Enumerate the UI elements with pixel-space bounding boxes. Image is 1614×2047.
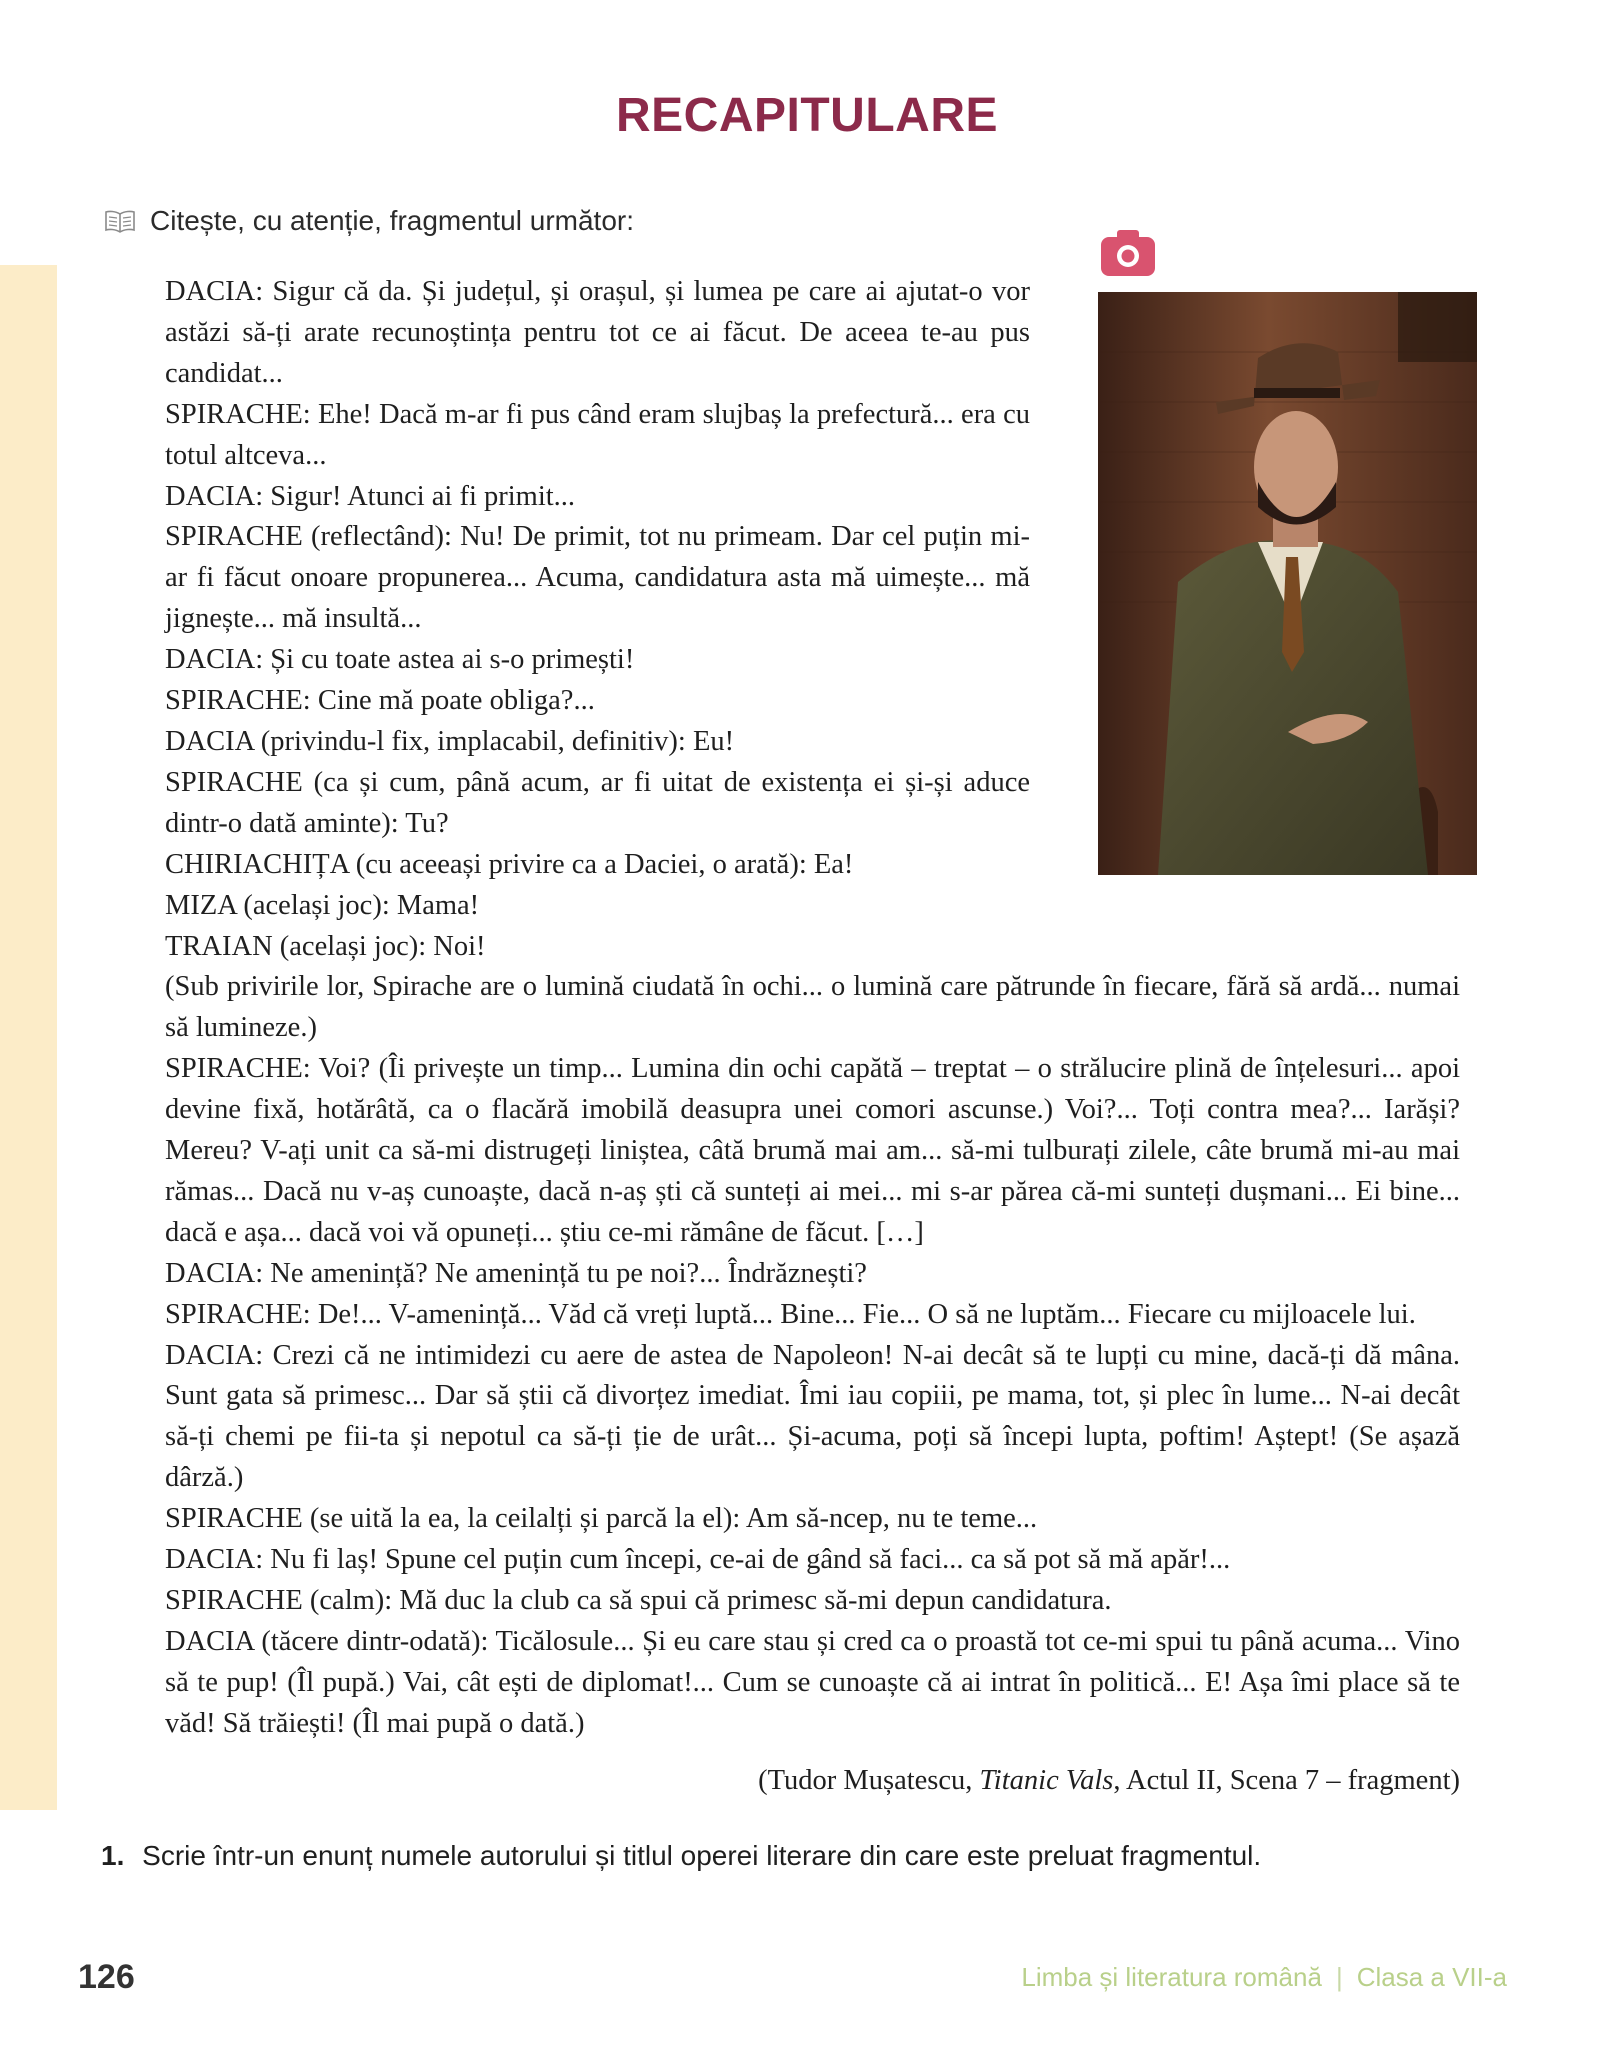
dialogue-line: DACIA: Crezi că ne intimidezi cu aere de astea de Napoleon! N-ai decât să te lupți cu mine, dacă-ți dă mâna. Sunt gata să primesc... Dar să știi că divorțez imediat. Îmi iau copiii, pe mama, tot, și plec în lume... N-ai decât să-ți chemi pe fii-ta și nepotul ca să-ți ție de urât... Și-acuma, poți să începi lupta, poftim! Aștept! (Se așază dârză.) xyxy=(165,1339,1460,1494)
dialogue-line: SPIRACHE (calm): Mă duc la club ca să spui că primesc să-mi depun candidatura. xyxy=(165,1585,1112,1616)
footer-subject: Limba și literatura română xyxy=(1021,1962,1322,1992)
dialogue-line: CHIRIACHIȚA (cu aceeași privire ca a Daciei, o arată): Ea! xyxy=(165,848,854,880)
question-number: 1. xyxy=(101,1840,125,1871)
page-number: 126 xyxy=(78,1958,135,1996)
dialogue-line: DACIA: Și cu toate astea ai s-o primești! xyxy=(165,644,635,676)
dialogue-line: SPIRACHE: Cine mă poate obliga?... xyxy=(165,685,595,717)
side-band xyxy=(0,265,57,1810)
dialogue-line: DACIA: Sigur că da. Și județul, și orașul, și lumea pe care ai ajutat-o vor astăzi să-ți arate recunoștința pentru tot ce ai făcut. De aceea te-au pus candidat... xyxy=(165,276,1030,389)
dialogue-line: DACIA (tăcere dintr-odată): Ticălosule... Și eu care stau și cred ca o proastă tot ce-mi spui tu până acuma... Vino să te pup! (Îl pupă.) Vai, cât ești de diplomat!... Cum se cunoaște că ai intrat în politică... E! Așa îmi place să te văd! Să trăiești! (Îl mai pupă o dată.) xyxy=(165,1625,1460,1739)
book-icon xyxy=(104,209,136,233)
dialogue-line: SPIRACHE (reflectând): Nu! De primit, tot nu primeam. Dar cel puțin mi-ar fi făcut onoare propunerea... Acuma, candidatura asta mă uimește... mă jignește... mă insultă... xyxy=(165,521,1030,635)
footer-grade: Clasa a VII-a xyxy=(1356,1962,1507,1992)
dialogue-line: SPIRACHE (ca și cum, până acum, ar fi uitat de existența ei și-și aduce dintr-o dată aminte): Tu? xyxy=(165,766,1030,839)
dialogue-line: DACIA (privindu-l fix, implacabil, definitiv): Eu! xyxy=(165,725,735,757)
question-1 xyxy=(101,1840,1261,1872)
source-work-title: Titanic Vals xyxy=(979,1764,1114,1796)
dialogue-line: (Sub privirile lor, Spirache are o lumină ciudată în ochi... o lumină care pătrunde în fiecare, fără să ardă... numai să lumineze.) xyxy=(165,971,1460,1044)
source-prefix: (Tudor Mușatescu, xyxy=(758,1764,980,1796)
dialogue-line: SPIRACHE: De!... V-amenință... Văd că vreți luptă... Bine... Fie... O să ne luptăm... Fiecare cu mijloacele lui. xyxy=(165,1298,1416,1330)
source-citation xyxy=(165,1761,1460,1802)
dialogue-line: SPIRACHE: Voi? (Îi privește un timp... Lumina din ochi capătă – treptat – o strălucire plină de înțelesuri... apoi devine fixă, hotărâtă, ca o flacără imobilă deasupra unei comori ascunse.) Voi?... Toți contra mea?... Iarăși? Mereu? V-ați unit ca să-mi distrugeți liniștea, câtă brumă mai am... să-mi tulburați zilele, câte brumă mi-au mai rămas... Dacă nu v-aș cunoaște, dacă n-aș ști că sunteți ai mei... mi s-ar părea că-mi sunteți dușmani... Ei bine... dacă e așa... dacă voi vă opuneți... știu ce-mi rămâne de făcut. […] xyxy=(165,1053,1460,1248)
dialogue-line: MIZA (același joc): Mama! xyxy=(165,889,480,921)
question-text: Scrie într-un enunț numele autorului și titlul operei literare din care este preluat fragmentul. xyxy=(142,1840,1262,1871)
dialogue-line: DACIA: Ne amenință? Ne amenință tu pe noi?... Îndrăznești? xyxy=(165,1257,867,1289)
dialogue-line: SPIRACHE: Ehe! Dacă m-ar fi pus când eram slujbaș la prefectură... era cu totul altceva... xyxy=(165,398,1030,471)
page-title: RECAPITULARE xyxy=(615,89,998,142)
instruction-text: Citește, cu atenție, fragmentul următor: xyxy=(150,205,634,236)
instruction xyxy=(104,205,634,237)
source-suffix: , Actul II, Scena 7 – fragment) xyxy=(1113,1764,1460,1796)
dialogue-line: DACIA: Sigur! Atunci ai fi primit... xyxy=(165,480,576,512)
dialogue-line: SPIRACHE (se uită la ea, la ceilalți și parcă la el): Am să-ncep, nu te teme... xyxy=(165,1503,1038,1535)
footer-separator: | xyxy=(1335,1962,1343,1992)
dialogue-line: DACIA: Nu fi laș! Spune cel puțin cum începi, ce-ai de gând să faci... ca să pot să mă apăr!... xyxy=(165,1544,1231,1576)
dialogue-line: TRAIAN (același joc): Noi! xyxy=(165,930,486,962)
footer xyxy=(1021,1962,1507,1993)
fragment-text xyxy=(165,272,1460,1802)
